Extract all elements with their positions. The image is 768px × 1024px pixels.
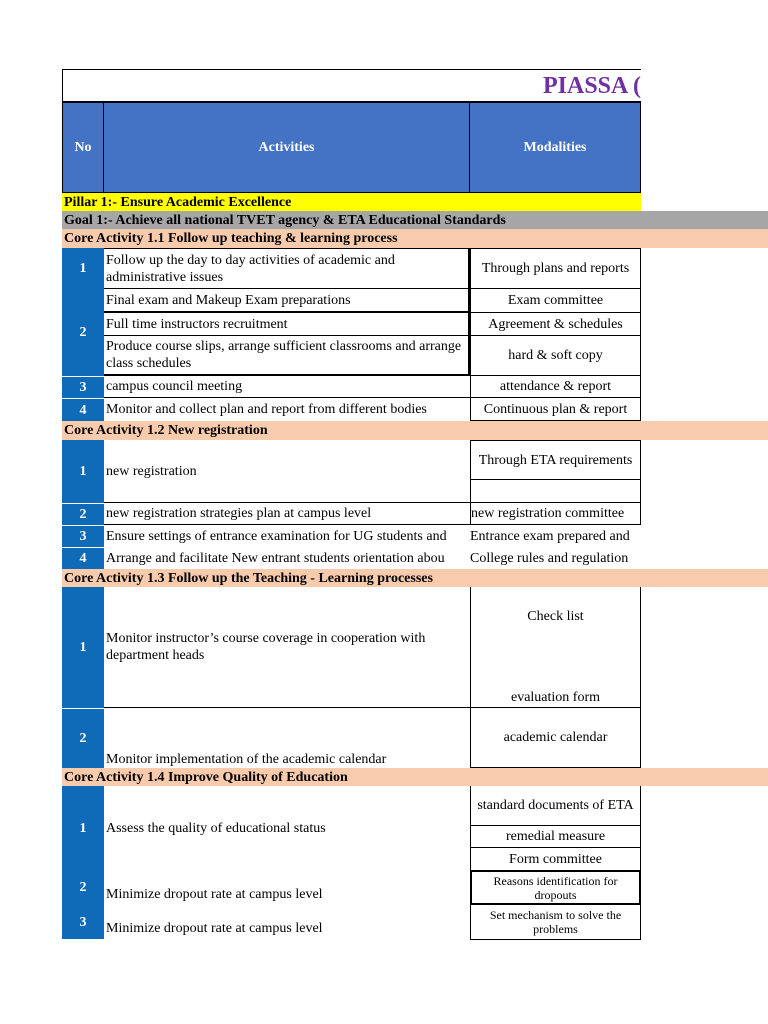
row-number: 1 xyxy=(62,786,104,870)
activity-cell: new registration xyxy=(104,440,470,503)
modality-cell: Exam committee xyxy=(470,289,641,313)
modality-cell: Through plans and reports xyxy=(470,248,641,289)
modality-cell: Set mechanism to solve the problems xyxy=(470,905,641,940)
row-number: 4 xyxy=(62,547,104,569)
row-number: 2 xyxy=(62,708,104,768)
activity-cell: Ensure settings of entrance examination for UG students and xyxy=(106,528,447,544)
activity-cell: Follow up the day to day activities of academic and administrative issues xyxy=(104,248,470,289)
modality-cell: Check list xyxy=(527,608,584,624)
row-number: 4 xyxy=(62,398,104,421)
activity-cell: Minimize dropout rate at campus level xyxy=(106,921,323,936)
row-number: 2 xyxy=(62,870,104,905)
row-number: 2 xyxy=(62,289,104,376)
modality-cell: Through ETA requirements xyxy=(470,440,641,480)
activity-cell: new registration strategies plan at campus level xyxy=(104,503,470,525)
modality-cell: attendance & report xyxy=(470,376,641,398)
modality-cell: Continuous plan & report xyxy=(470,398,641,421)
activity-cell: Assess the quality of educational status xyxy=(106,820,326,836)
core-activity-header: Core Activity 1.2 New registration xyxy=(62,421,768,440)
goal-row: Goal 1:- Achieve all national TVET agency & ETA Educational Standards xyxy=(62,211,768,229)
modality-cell: Entrance exam prepared and xyxy=(470,528,630,544)
modality-cell: Agreement & schedules xyxy=(470,313,641,336)
modality-cell: hard & soft copy xyxy=(470,336,641,376)
row-number: 1 xyxy=(62,440,104,503)
modality-cell: academic calendar xyxy=(470,708,641,768)
activity-cell: Arrange and facilitate New entrant students orientation abou xyxy=(106,550,445,566)
modality-cell: Form committee xyxy=(470,848,641,870)
activity-cell: Full time instructors recruitment xyxy=(104,313,470,336)
row-number: 3 xyxy=(62,905,104,939)
activity-cell: Produce course slips, arrange sufficient classrooms and arrange class schedules xyxy=(104,336,470,376)
modality-cell-empty xyxy=(470,480,641,503)
modality-cell: remedial measure xyxy=(470,826,641,848)
modality-cell: new registration committee xyxy=(470,503,641,525)
activity-cell: Monitor instructor’s course coverage in cooperation with department heads xyxy=(104,587,470,708)
row-number: 2 xyxy=(62,503,104,525)
modality-cell: Reasons identification for dropouts xyxy=(470,870,641,905)
activity-cell: Final exam and Makeup Exam preparations xyxy=(104,289,470,313)
activity-cell: campus council meeting xyxy=(104,376,470,398)
row-number: 1 xyxy=(62,248,104,289)
activity-cell: Monitor implementation of the academic calendar xyxy=(106,752,387,767)
row-number: 1 xyxy=(62,587,104,708)
page-title: PIASSA ( xyxy=(543,73,641,99)
row-number: 3 xyxy=(62,376,104,398)
core-activity-header: Core Activity 1.1 Follow up teaching & learning process xyxy=(62,229,768,248)
activity-cell: Minimize dropout rate at campus level xyxy=(106,887,323,902)
modality-cell: College rules and regulation xyxy=(470,550,629,566)
modality-cell: standard documents of ETA xyxy=(470,786,641,826)
header-no: No xyxy=(62,102,104,193)
activity-cell: Monitor and collect plan and report from different bodies xyxy=(106,402,427,417)
modality-cell: evaluation form xyxy=(510,689,601,705)
header-activities: Activities xyxy=(104,102,470,193)
core-activity-header: Core Activity 1.3 Follow up the Teaching - Learning processes xyxy=(62,569,768,587)
core-activity-header: Core Activity 1.4 Improve Quality of Education xyxy=(62,768,768,786)
row-number: 3 xyxy=(62,525,104,547)
header-modalities: Modalities xyxy=(470,102,641,193)
pillar-row: Pillar 1:- Ensure Academic Excellence xyxy=(62,193,641,211)
